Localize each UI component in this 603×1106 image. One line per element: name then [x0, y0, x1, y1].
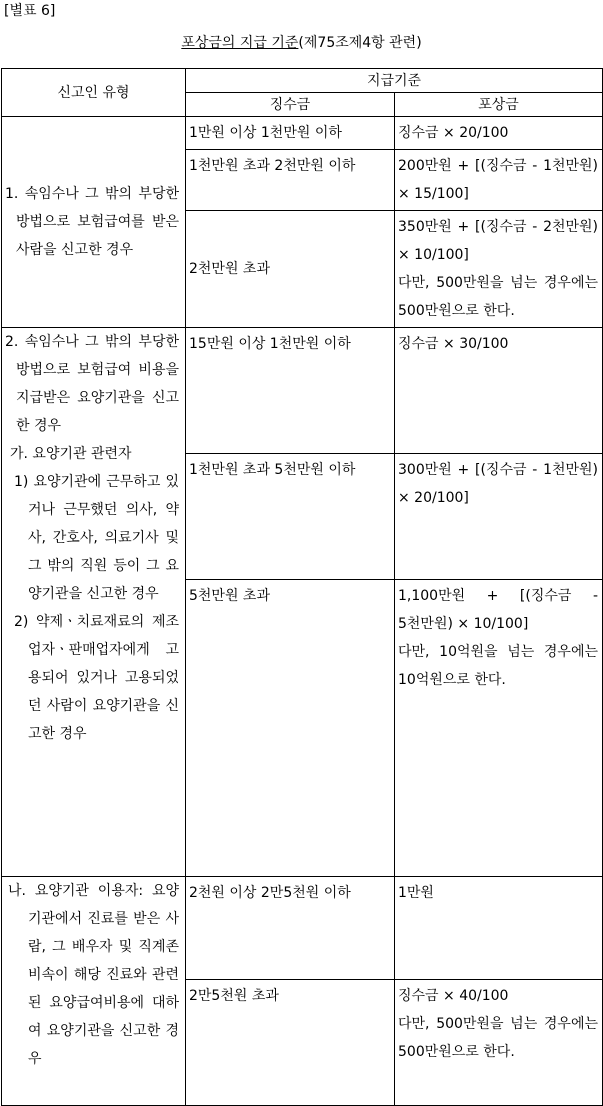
- reward-amount-cell: 징수금 × 20/100: [395, 117, 603, 150]
- title-main: 포상금의 지급 기준: [181, 35, 299, 51]
- header-reward-amount: 포상금: [395, 93, 603, 117]
- reporter-type-2-sub-a2: 2) 약제ㆍ치료재료의 제조업자ㆍ판매업자에게 고용되어 있거나 고용되었던 사람이 요양기관을 신고한 경우: [14, 614, 179, 742]
- collected-amount-cell: 5천만원 초과: [186, 580, 395, 877]
- header-payment-criteria: 지급기준: [186, 69, 603, 93]
- reward-criteria-table: [1, 68, 603, 1106]
- reporter-type-3: 나. 요양기관 이용자: 요양기관에서 진료를 받은 사람, 그 배우자 및 직계존비속이 해당 진료와 관련된 요양급여비용에 대하여 요양기관을 신고한 경우: [8, 883, 179, 1067]
- reporter-type-1: 1. 속임수나 그 밖의 부당한 방법으로 보험급여를 받은 사람을 신고한 경우: [5, 186, 179, 258]
- reward-amount-cell: 300만원 + [(징수금 - 1천만원) × 20/100]: [395, 454, 603, 580]
- reward-amount-cell: 징수금 × 30/100: [395, 328, 603, 454]
- collected-amount-cell: 1천만원 초과 5천만원 이하: [186, 454, 395, 580]
- title-reference: (제75조제4항 관련): [298, 35, 422, 51]
- reward-amount-cell: 200만원 + [(징수금 - 1천만원) × 15/100]: [395, 150, 603, 211]
- collected-amount-cell: 2천원 이상 2만5천원 이하: [186, 877, 395, 980]
- reporter-type-2-sub-a1: 1) 요양기관에 근무하고 있거나 근무했던 의사, 약사, 간호사, 의료기사 및 그 밖의 직원 등이 그 요양기관을 신고한 경우: [14, 474, 179, 602]
- collected-amount-cell: 2천만원 초과: [186, 211, 395, 328]
- collected-amount-cell: 1천만원 초과 2천만원 이하: [186, 150, 395, 211]
- reward-formula: 1,100만원 + [(징수금 - 5천만원) × 10/100]: [398, 588, 599, 632]
- reporter-type-cell: [2, 328, 186, 877]
- reward-formula: 350만원 + [(징수금 - 2천만원) × 10/100]: [398, 219, 599, 263]
- reporter-type-2: 2. 속임수나 그 밖의 부당한 방법으로 보험급여 비용을 지급받은 요양기관을 신고한 경우: [5, 334, 179, 434]
- reward-amount-cell: [395, 980, 603, 1106]
- reward-cap-note: 다만, 500만원을 넘는 경우에는 500만원으로 한다.: [398, 275, 599, 319]
- collected-amount-cell: 15만원 이상 1천만원 이하: [186, 328, 395, 454]
- reward-amount-cell: [395, 580, 603, 877]
- page-title: [0, 34, 603, 52]
- collected-amount-cell: 2만5천원 초과: [186, 980, 395, 1106]
- reward-cap-note: 다만, 500만원을 넘는 경우에는 500만원으로 한다.: [398, 1016, 599, 1060]
- reporter-type-cell: [2, 877, 186, 1106]
- header-collected-amount: 징수금: [186, 93, 395, 117]
- header-reporter-type: 신고인 유형: [2, 69, 186, 117]
- reward-amount-cell: 1만원: [395, 877, 603, 980]
- reward-amount-cell: [395, 211, 603, 328]
- annex-label: [별표 6]: [4, 3, 56, 19]
- reward-cap-note: 다만, 10억원을 넘는 경우에는 10억원으로 한다.: [398, 644, 599, 688]
- reward-formula: 징수금 × 40/100: [398, 988, 509, 1004]
- collected-amount-cell: 1만원 이상 1천만원 이하: [186, 117, 395, 150]
- reporter-type-2-sub-a: 가. 요양기관 관련자: [10, 446, 132, 462]
- reporter-type-cell: [2, 117, 186, 328]
